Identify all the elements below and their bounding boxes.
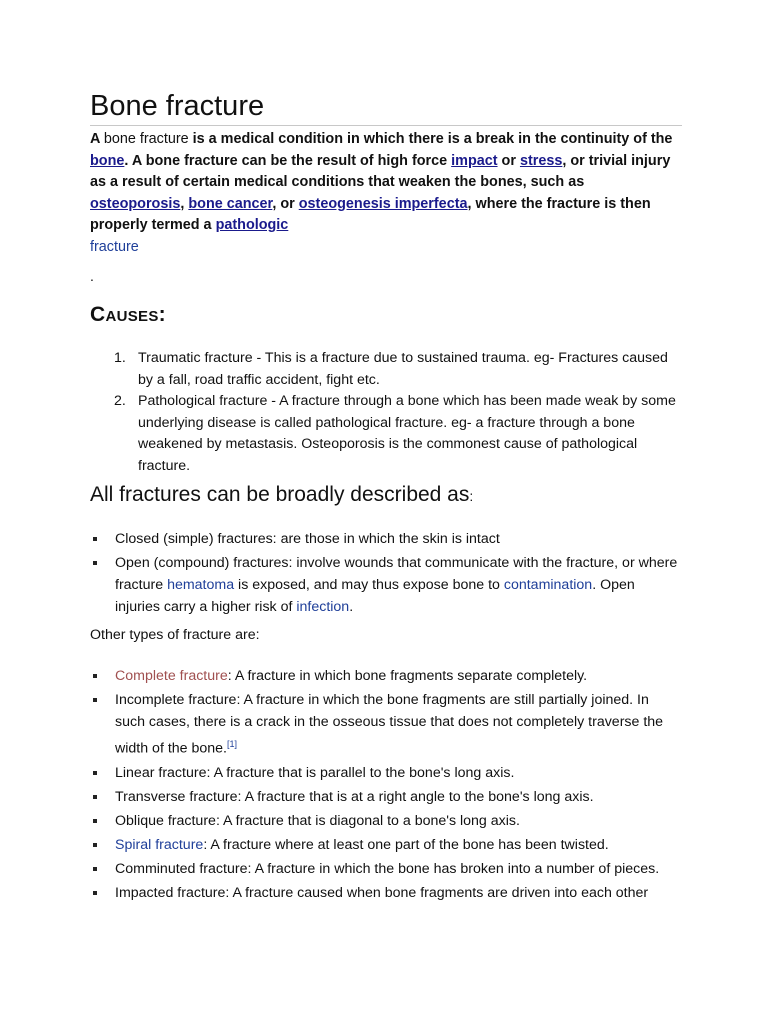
intro-text-2: . A bone fracture can be the result of high force	[124, 152, 448, 169]
list-item-text: Transverse fracture: A fracture that is at a right angle to the bone's long axis.	[115, 788, 594, 805]
page-title: Bone fracture	[90, 90, 265, 122]
link-osteoporosis[interactable]: osteoporosis	[90, 195, 181, 212]
link-pathologic[interactable]: pathologic	[215, 217, 289, 233]
list-item	[90, 689, 682, 760]
causes-list	[114, 348, 682, 477]
link-impact[interactable]: impact	[451, 152, 498, 169]
list-item	[90, 665, 682, 687]
list-item	[90, 858, 682, 880]
stray-period: .	[90, 268, 94, 284]
list-item	[114, 391, 682, 477]
list-number: 2.	[114, 393, 126, 409]
list-item	[114, 348, 682, 391]
intro-term: bone fracture	[103, 131, 189, 147]
list-item-text: is exposed, and may thus expose bone to	[238, 577, 500, 593]
list-item-text: . Open injuries carry a higher risk of	[115, 577, 635, 615]
list-item	[90, 762, 682, 784]
list-item-text: : A fracture where at least one part of the bone has been twisted.	[203, 836, 609, 853]
list-item-text: Traumatic fracture - This is a fracture due to sustained trauma. eg- Fractures caused by a fall, road traffic accident, fight etc.	[138, 350, 668, 388]
list-item-text: Closed (simple) fractures: are those in which the skin is intact	[115, 531, 500, 547]
link-contamination[interactable]: contamination	[503, 577, 593, 593]
list-item-text: Open (compound) fractures: involve wounds that communicate with the fracture, or where fracture	[115, 555, 678, 593]
bullet-icon	[93, 843, 97, 847]
list-item	[90, 882, 682, 904]
link-spiral-fracture[interactable]: Spiral fracture	[115, 836, 204, 853]
list-item	[90, 552, 682, 618]
bullet-icon	[93, 674, 97, 678]
bullet-icon	[93, 795, 97, 799]
broad-list	[90, 528, 682, 620]
list-item-text: Oblique fracture: A fracture that is diagonal to a bone's long axis.	[115, 812, 520, 829]
fracture-types-list	[90, 665, 682, 906]
bullet-icon	[93, 537, 97, 541]
intro-text-3: or	[501, 152, 516, 169]
other-types-heading: Other types of fracture are:	[90, 627, 260, 643]
bullet-icon	[93, 867, 97, 871]
intro-text-6: , where the fracture is then properly termed a	[90, 195, 651, 233]
broad-heading	[90, 480, 473, 511]
intro-text-1: is a medical condition in which there is a break in the continuity of the	[192, 131, 673, 147]
list-item-text: .	[349, 599, 354, 615]
link-bone[interactable]: bone	[90, 152, 125, 169]
intro-comma: ,	[180, 195, 185, 212]
list-item-text: Pathological fracture - A fracture through a bone which has been made weak by some underlying disease is called pathological fracture. eg- a fracture through a bone weakened by metastasis. Osteoporosis is the commonest cause of pathological fracture.	[138, 393, 676, 474]
list-item	[90, 810, 682, 832]
link-infection[interactable]: infection	[296, 599, 350, 615]
list-item	[90, 786, 682, 808]
link-fracture[interactable]: fracture	[90, 238, 139, 255]
link-bone-cancer[interactable]: bone cancer	[188, 195, 273, 212]
title-divider	[90, 125, 682, 126]
list-number: 1.	[114, 350, 126, 366]
footnote-ref[interactable]: [1]	[227, 739, 238, 749]
link-hematoma[interactable]: hematoma	[167, 577, 235, 593]
broad-heading-colon: :	[469, 488, 474, 504]
bullet-icon	[93, 771, 97, 775]
bullet-icon	[93, 819, 97, 823]
intro-paragraph	[90, 129, 682, 258]
intro-a: A	[90, 131, 100, 147]
link-stress[interactable]: stress	[519, 152, 563, 169]
list-item-text: Incomplete fracture: A fracture in which the bone fragments are still partially joined. In such cases, there is a crack in the osseous tissue that does not completely traverse the width of the bone.	[115, 692, 664, 757]
list-item	[90, 834, 682, 856]
list-item-text: Linear fracture: A fracture that is parallel to the bone's long axis.	[115, 764, 515, 781]
bullet-icon	[93, 891, 97, 895]
bullet-icon	[93, 698, 97, 702]
intro-text-5: , or	[272, 195, 295, 212]
list-item-text: Comminuted fracture: A fracture in which the bone has broken into a number of pieces.	[115, 860, 660, 877]
list-item-text: : A fracture in which bone fragments separate completely.	[227, 668, 588, 684]
list-item-text: Impacted fracture: A fracture caused when bone fragments are driven into each other	[115, 884, 649, 901]
link-complete-fracture[interactable]: Complete fracture	[115, 668, 228, 684]
bullet-icon	[93, 561, 97, 565]
causes-heading: Causes:	[90, 303, 166, 326]
list-item	[90, 528, 682, 550]
link-osteogenesis-imperfecta[interactable]: osteogenesis imperfecta	[298, 195, 468, 212]
broad-heading-text: All fractures can be broadly described as	[90, 483, 470, 506]
intro-text-4: , or trivial injury as a result of certain medical conditions that weaken the bones, such as	[90, 152, 671, 190]
